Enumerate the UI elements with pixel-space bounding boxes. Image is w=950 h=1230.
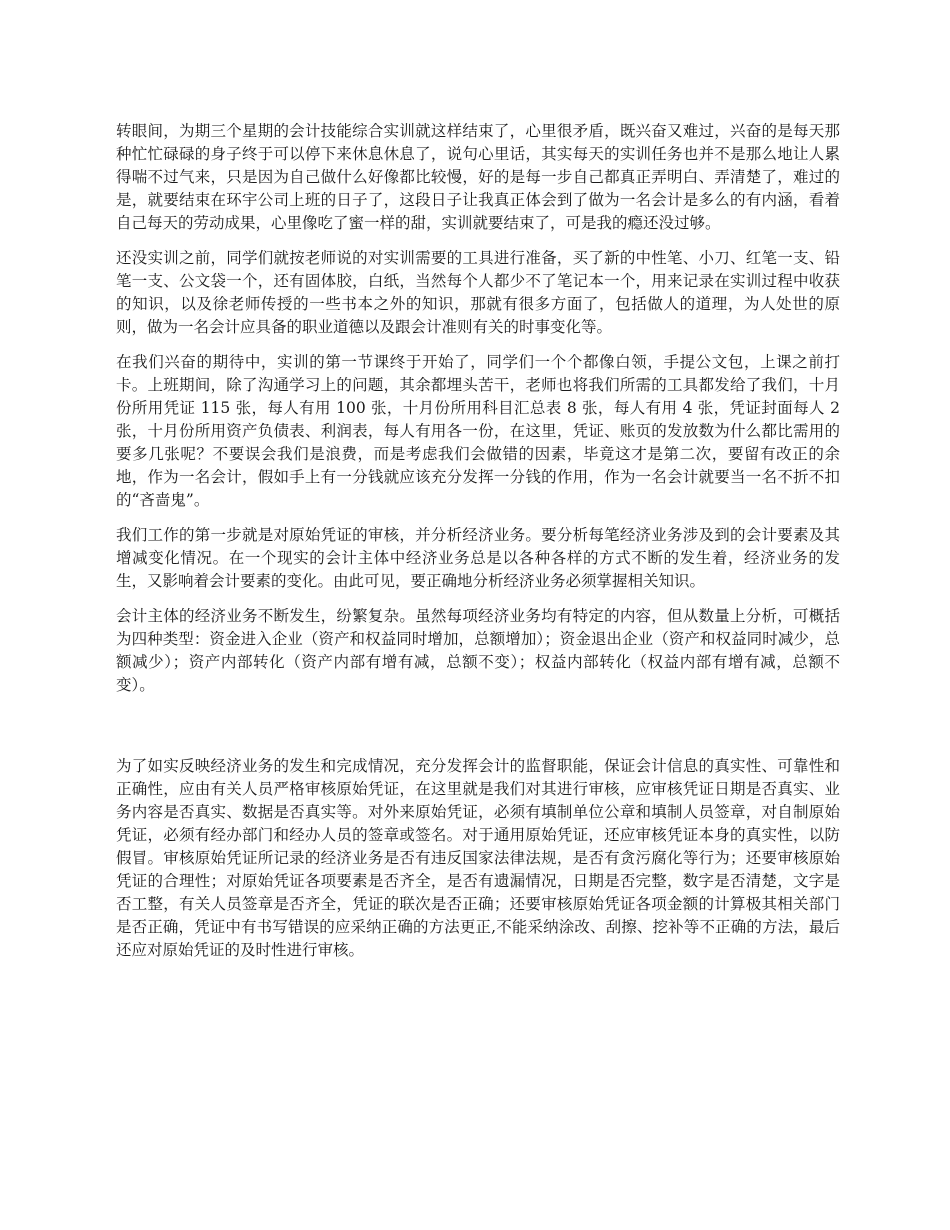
section-gap <box>116 709 840 755</box>
paragraph-2: 还没实训之前，同学们就按老师说的对实训需要的工具进行准备，买了新的中性笔、小刀、红笔一支、铅笔一支、公文袋一个，还有固体胶，白纸，当然每个人都少不了笔记本一个，用来记录在实训过程中收获的知识，以及徐老师传授的一些书本之外的知识，那就有很多方面了，包括做人的道理，为人处世的原则，做为一名会计应具备的职业道德以及跟会计准则有关的时事变化等。 <box>116 249 840 336</box>
document-page <box>116 120 840 974</box>
paragraph-4: 我们工作的第一步就是对原始凭证的审核，并分析经济业务。要分析每笔经济业务涉及到的会计要素及其增减变化情况。在一个现实的会计主体中经济业务总是以各种各样的方式不断的发生着，经济业务的发生，又影响着会计要素的变化。由此可见，要正确地分析经济业务必须掌握相关知识。 <box>116 526 840 590</box>
paragraph-6: 为了如实反映经济业务的发生和完成情况，充分发挥会计的监督职能，保证会计信息的真实性、可靠性和正确性，应由有关人员严格审核原始凭证，在这里就是我们对其进行审核，应审核凭证日期是否真实、业务内容是否真实、数据是否真实等。对外来原始凭证，必须有填制单位公章和填制人员签章，对自制原始凭证，必须有经办部门和经办人员的签章或签名。对于通用原始凭证，还应审核凭证本身的真实性，以防假冒。审核原始凭证所记录的经济业务是否有违反国家法律法规，是否有贪污腐化等行为；还要审核原始凭证的合理性；对原始凭证各项要素是否齐全，是否有遗漏情况，日期是否完整，数字是否清楚，文字是否工整，有关人员签章是否齐全，凭证的联次是否正确；还要审核原始凭证各项金额的计算极其相关部门是否正确，凭证中有书写错误的应采纳正确的方法更正,不能采纳涂改、刮擦、挖补等不正确的方法，最后还应对原始凭证的及时性进行审核。 <box>116 757 840 959</box>
paragraph-3: 在我们兴奋的期待中，实训的第一节课终于开始了，同学们一个个都像白领，手提公文包，上课之前打卡。上班期间，除了沟通学习上的问题，其余都埋头苦干，老师也将我们所需的工具都发给了我们，十月份所用凭证 115 张，每人有用 100 张，十月份所用科目汇总表 8 张，每人有用 4 张，凭证封面每人 2 张，十月份所用资产负债表、利润表，每人有用各一份，在这里，凭证、账页的发放数为什么都比需用的要多几张呢？不要误会我们是浪费，而是考虑我们会做错的因素，毕竟这才是第二次，要留有改正的余地，作为一名会计，假如手上有一分钱就应该充分发挥一分钱的作用，作为一名会计就要当一名不折不扣的“吝啬鬼”。 <box>116 353 840 509</box>
paragraph-5: 会计主体的经济业务不断发生，纷繁复杂。虽然每项经济业务均有特定的内容，但从数量上分析，可概括为四种类型：资金进入企业（资产和权益同时增加，总额增加）；资金退出企业（资产和权益同时减少，总额减少）；资产内部转化（资产内部有增有减，总额不变）；权益内部转化（权益内部有增有减，总额不变）。 <box>116 607 840 694</box>
paragraph-1: 转眼间，为期三个星期的会计技能综合实训就这样结束了，心里很矛盾，既兴奋又难过，兴奋的是每天那种忙忙碌碌的身子终于可以停下来休息休息了，说句心里话，其实每天的实训任务也并不是那么地让人累得喘不过气来，只是因为自己做什么好像都比较慢，好的是每一步自己都真正弄明白、弄清楚了，难过的是，就要结束在环宇公司上班的日子了，这段日子让我真正体会到了做为一名会计是多么的有内涵，看着自己每天的劳动成果，心里像吃了蜜一样的甜，实训就要结束了，可是我的瘾还没过够。 <box>116 122 840 232</box>
